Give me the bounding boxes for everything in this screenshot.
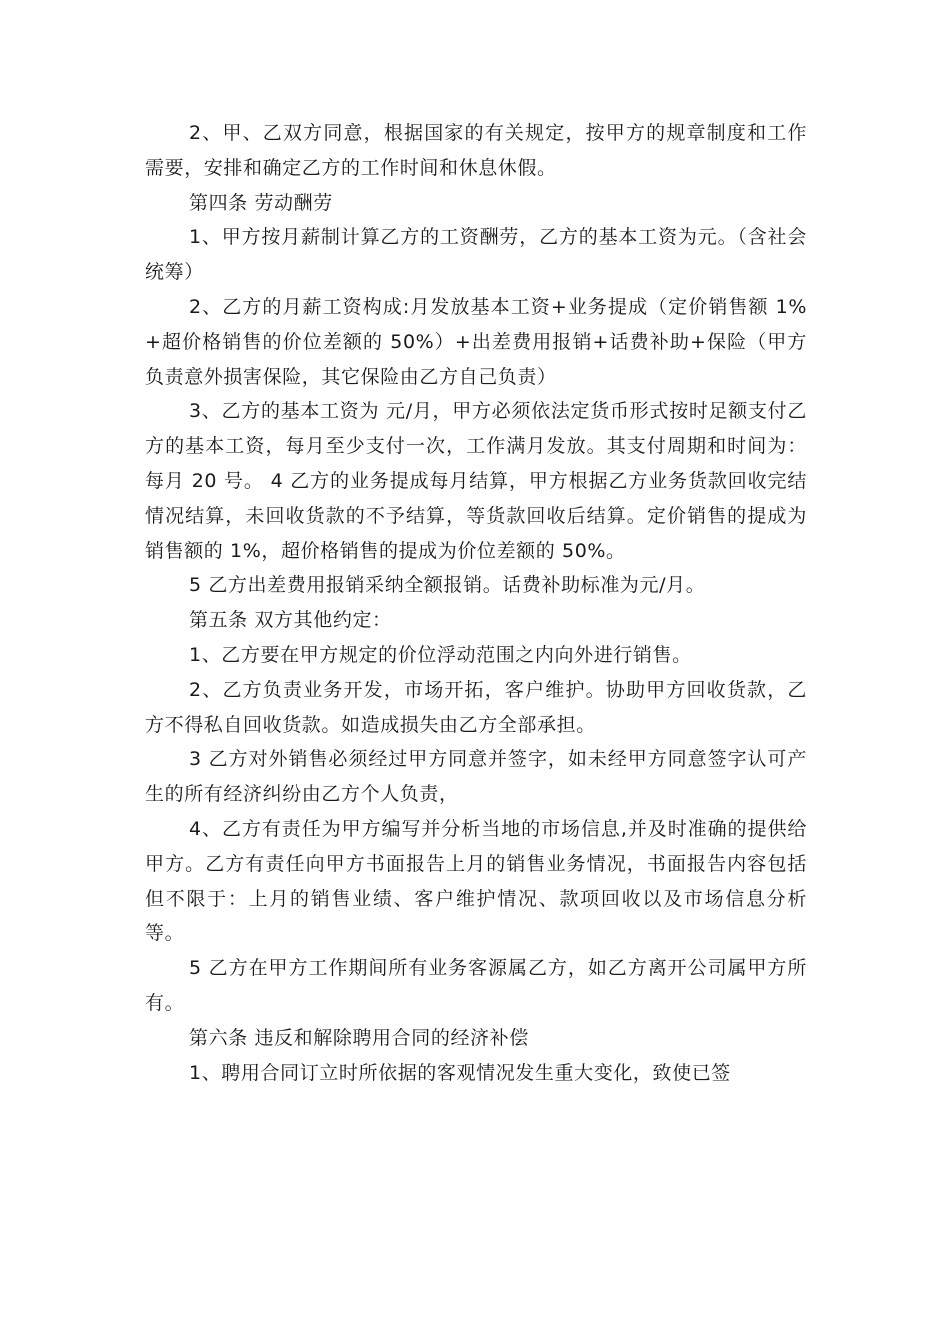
paragraph-contract-change: 1、聘用合同订立时所依据的客观情况发生重大变化，致使已签 <box>189 1061 731 1084</box>
heading-article-6: 第六条 违反和解除聘用合同的经济补偿 <box>189 1026 529 1049</box>
document-body <box>145 116 807 1090</box>
heading-article-5: 第五条 双方其他约定： <box>189 609 392 632</box>
paragraph-market-report: 4、乙方有责任为甲方编写并分析当地的市场信息,并及时准确的提供给甲方。乙方有责任向甲方书面报告上月的销售业务情况，书面报告内容包括但不限于：上月的销售业绩、客户维护情况、款项回收以及市场信息分析等。 <box>145 817 807 945</box>
paragraph-salary-payment: 3、乙方的基本工资为 元/月，甲方必须依法定货币形式按时足额支付乙方的基本工资，每月至少支付一次，工作满月发放。其支付周期和时间为：每月 20 号。 4 乙方的业务提成每月结算，甲方根据乙方业务货款回收完结情况结算，未回收货款的不予结算，等货款回收后结算。定价销售的提成为销售额的 1%，超价格销售的提成为价位差额的 50%。 <box>145 400 807 562</box>
paragraph-customer-ownership: 5 乙方在甲方工作期间所有业务客源属乙方，如乙方离开公司属甲方所有。 <box>145 957 807 1014</box>
paragraph-salary-basic: 1、甲方按月薪制计算乙方的工资酬劳，乙方的基本工资为元。（含社会统筹） <box>145 226 807 284</box>
paragraph-business-development: 2、乙方负责业务开发，市场开拓，客户维护。协助甲方回收货款，乙方不得私自回收货款。如造成损失由乙方全部承担。 <box>145 678 807 736</box>
paragraph-salary-structure: 2、乙方的月薪工资构成:月发放基本工资+业务提成（定价销售额 1%+超价格销售的价位差额的 50%）+出差费用报销+话费补助+保险（甲方负责意外损害保险，其它保险由乙方自己负责） <box>145 295 807 388</box>
paragraph-price-range: 1、乙方要在甲方规定的价位浮动范围之内向外进行销售。 <box>189 643 692 666</box>
paragraph-travel-expenses: 5 乙方出差费用报销采纳全额报销。话费补助标准为元/月。 <box>189 574 706 597</box>
paragraph-sales-approval: 3 乙方对外销售必须经过甲方同意并签字，如未经甲方同意签字认可产生的所有经济纠纷由乙方个人负责， <box>145 748 807 806</box>
paragraph-work-hours: 2、甲、乙双方同意，根据国家的有关规定，按甲方的规章制度和工作需要，安排和确定乙方的工作时间和休息休假。 <box>145 122 807 179</box>
heading-article-4: 第四条 劳动酬劳 <box>189 191 333 214</box>
